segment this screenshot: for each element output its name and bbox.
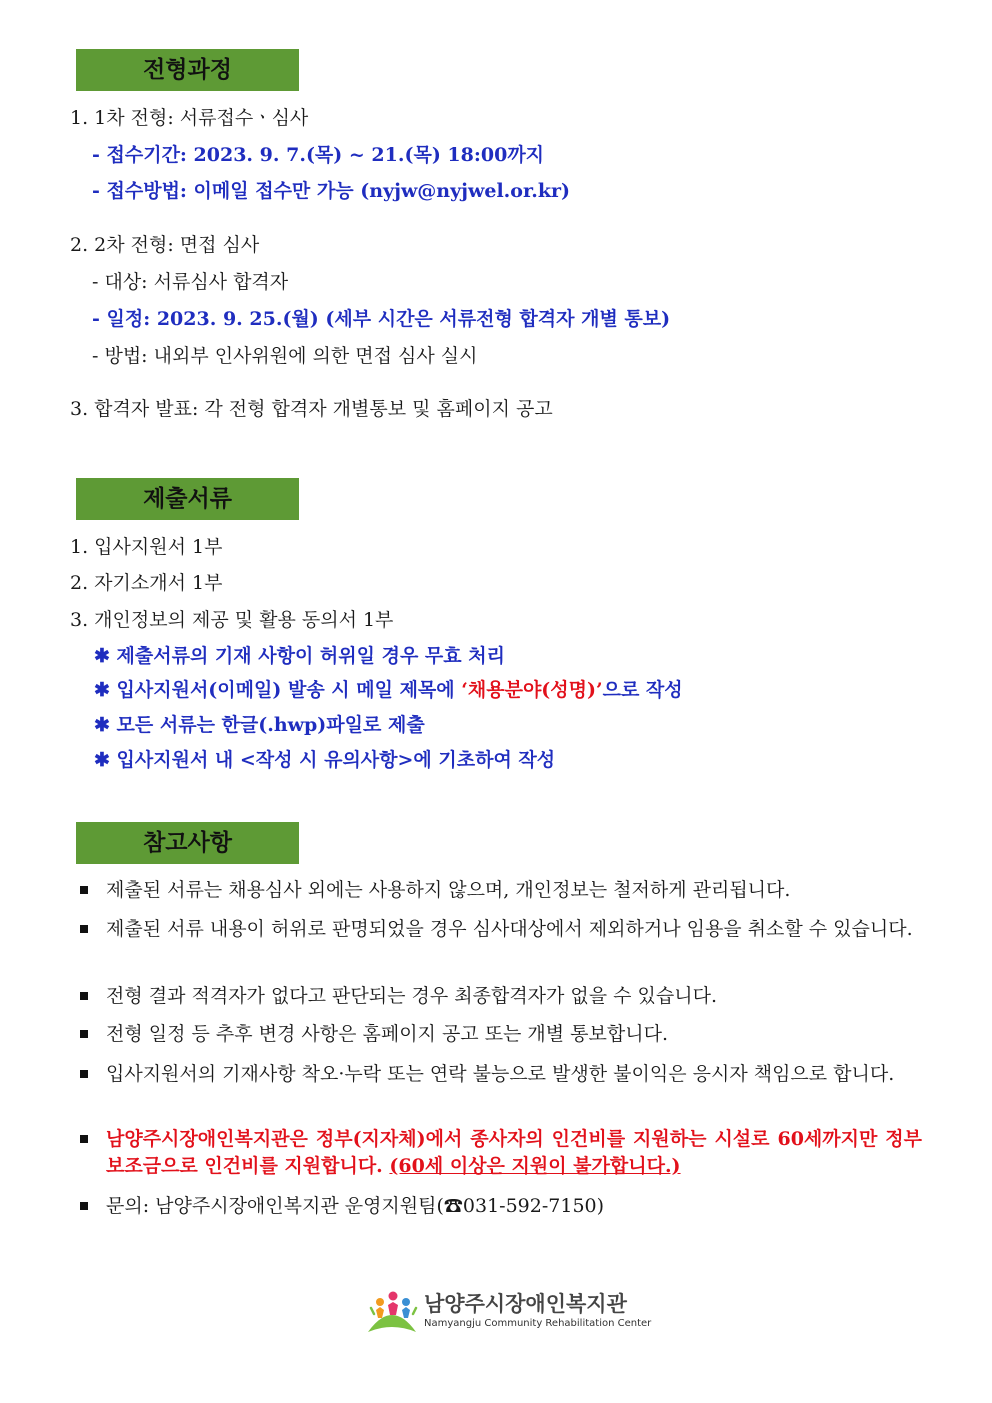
logo-name-kr: 남양주시장애인복지관 (424, 1292, 627, 1316)
logo-name-en: Namyangju Community Rehabilitation Center (424, 1318, 652, 1329)
notes-item6-main: 남양주시장애인복지관은 정부(지자체)에서 종사자의 인건비를 지원하는 시설로 60세까지만 정부 보조금으로 인건비를 지원합니다. (106, 1128, 922, 1177)
bullet-square-icon (80, 992, 88, 1000)
documents-item3: 3. 개인정보의 제공 및 활용 동의서 1부 (70, 609, 394, 631)
notes-item3-text: 전형 결과 적격자가 없다고 판단되는 경우 최종합격자가 없을 수 있습니다. (106, 985, 718, 1007)
bullet-square-icon (80, 1202, 88, 1210)
notes-item2-text: 제출된 서류 내용이 허위로 판명되었을 경우 심사대상에서 제외하거나 임용을 취소할 수 있습니다. (106, 918, 913, 940)
section-header-notes: 참고사항 (76, 822, 299, 864)
notes-item4-text: 전형 일정 등 추후 변경 사항은 홈페이지 공고 또는 개별 통보합니다. (106, 1023, 668, 1045)
notes-item7-text: 문의: 남양주시장애인복지관 운영지원팀(☎031-592-7150) (106, 1195, 605, 1217)
bullet-square-icon (80, 1030, 88, 1038)
notes-item1 (80, 877, 922, 904)
documents-note2 (94, 678, 683, 702)
documents-note2-suffix: 으로 작성 (602, 679, 683, 701)
people-logo-icon (366, 1288, 422, 1336)
bullet-square-icon (80, 1070, 88, 1078)
process-step1-method: - 접수방법: 이메일 접수만 가능 (nyjw@nyjwel.or.kr) (92, 180, 571, 202)
notes-item4 (80, 1021, 922, 1048)
process-step2: 2. 2차 전형: 면접 심사 (70, 234, 260, 256)
documents-note2-highlight: ‘채용분야(성명)’ (461, 679, 603, 701)
documents-note4: ✱ 입사지원서 내 <작성 시 유의사항>에 기초하여 작성 (94, 749, 556, 771)
section-header-process: 전형과정 (76, 49, 299, 91)
process-step2-date: - 일정: 2023. 9. 25.(월) (세부 시간은 서류전형 합격자 개별 통보) (92, 308, 671, 330)
notes-item6-text (106, 1126, 922, 1180)
bullet-square-icon (80, 1135, 88, 1143)
org-logo (366, 1288, 652, 1336)
notes-item5 (80, 1061, 922, 1088)
documents-item2: 2. 자기소개서 1부 (70, 572, 223, 594)
documents-note2-prefix: ✱ 입사지원서(이메일) 발송 시 메일 제목에 (94, 679, 462, 701)
notes-item2 (80, 916, 922, 943)
notes-item3 (80, 983, 922, 1010)
documents-item1: 1. 입사지원서 1부 (70, 536, 223, 558)
process-step1: 1. 1차 전형: 서류접수ㆍ심사 (70, 107, 309, 129)
process-step2-target: - 대상: 서류심사 합격자 (92, 271, 289, 293)
bullet-square-icon (80, 886, 88, 894)
notes-item1-text: 제출된 서류는 채용심사 외에는 사용하지 않으며, 개인정보는 철저하게 관리됩니다. (106, 879, 791, 901)
notes-item5-text: 입사지원서의 기재사항 착오·누락 또는 연락 불능으로 발생한 불이익은 응시자 책임으로 합니다. (106, 1063, 895, 1085)
bullet-square-icon (80, 925, 88, 933)
process-step3: 3. 합격자 발표: 각 전형 합격자 개별통보 및 홈페이지 공고 (70, 398, 553, 420)
documents-note3: ✱ 모든 서류는 한글(.hwp)파일로 제출 (94, 714, 425, 736)
notes-item6-underlined: (60세 이상은 지원이 불가합니다.) (389, 1155, 681, 1177)
process-step1-period: - 접수기간: 2023. 9. 7.(목) ~ 21.(목) 18:00까지 (92, 144, 545, 166)
section-header-documents: 제출서류 (76, 478, 299, 520)
notes-item6 (80, 1126, 922, 1180)
process-step2-method: - 방법: 내외부 인사위원에 의한 면접 심사 실시 (92, 345, 478, 367)
documents-note1: ✱ 제출서류의 기재 사항이 허위일 경우 무효 처리 (94, 645, 505, 667)
notes-item7 (80, 1193, 922, 1220)
